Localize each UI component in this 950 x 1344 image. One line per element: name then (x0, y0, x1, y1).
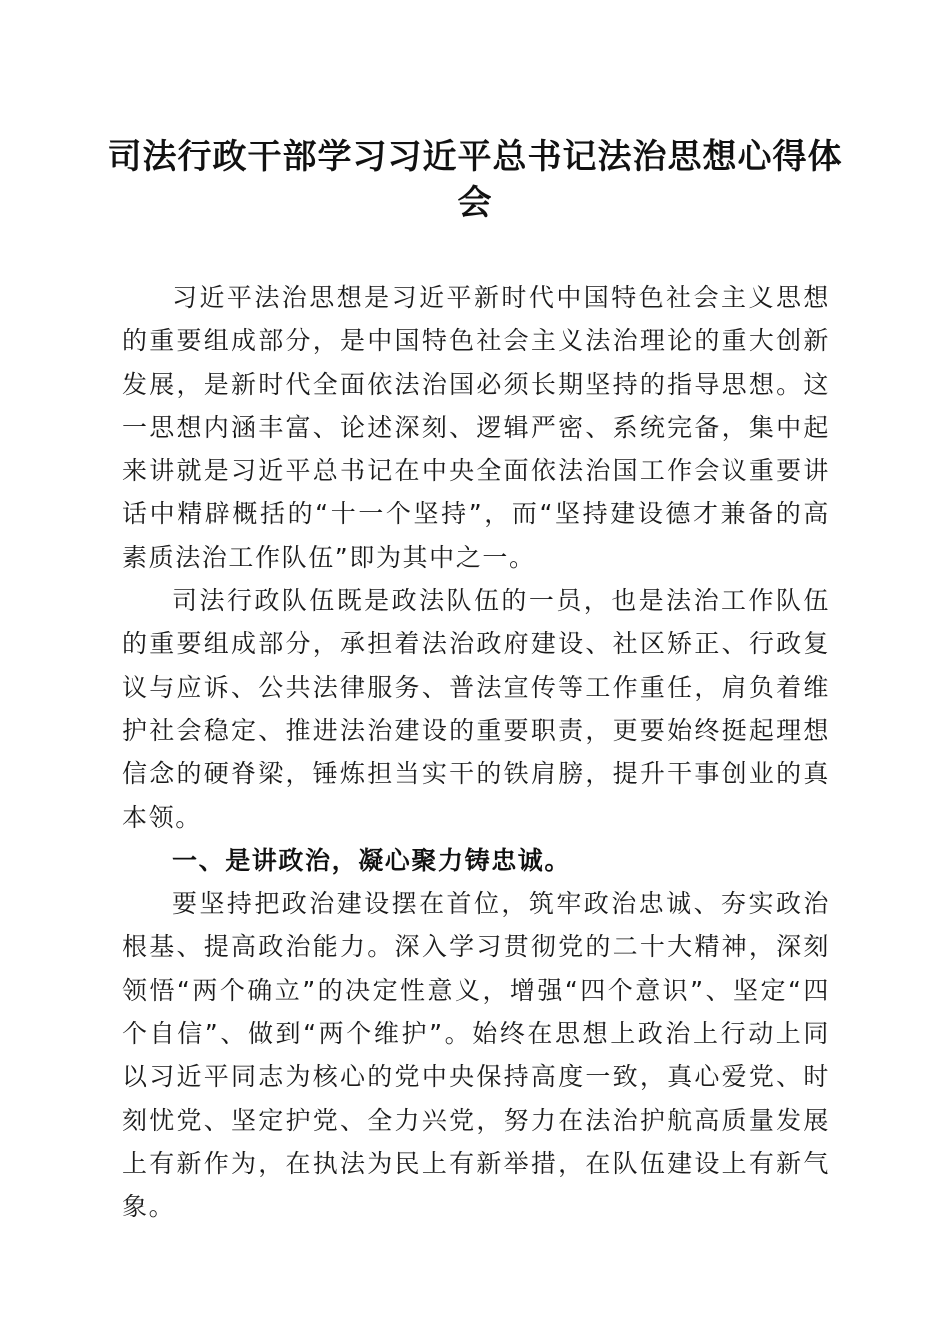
intro-paragraph: 习近平法治思想是习近平新时代中国特色社会主义思想的重要组成部分，是中国特色社会主义法治理论的重大创新发展，是新时代全面依法治国必须长期坚持的指导思想。这一思想内涵丰富、论述深刻、逻辑严密、系统完备，集中起来讲就是习近平总书记在中央全面依法治国工作会议重要讲话中精辟概括的“十一个坚持”，而“坚持建设德才兼备的高素质法治工作队伍”即为其中之一。 (122, 283, 830, 572)
section-heading: 一、是讲政治，凝心聚力铸忠诚。 (172, 845, 572, 875)
document-title: 司法行政干部学习习近平总书记法治思想心得体会 (107, 137, 843, 223)
section-paragraph: 要坚持把政治建设摆在首位，筑牢政治忠诚、夯实政治根基、提高政治能力。深入学习贯彻党的二十大精神，深刻领悟“两个确立”的决定性意义，增强“四个意识”、坚定“四个自信”、做到“两个维护”。始终在思想上政治上行动上同以习近平同志为核心的党中央保持高度一致，真心爱党、时刻忧党、坚定护党、全力兴党，努力在法治护航高质量发展上有新作为，在执法为民上有新举措，在队伍建设上有新气象。 (122, 889, 830, 1222)
context-paragraph: 司法行政队伍既是政法队伍的一员，也是法治工作队伍的重要组成部分，承担着法治政府建设、社区矫正、行政复议与应诉、公共法律服务、普法宣传等工作重任，肩负着维护社会稳定、推进法治建设的重要职责，更要始终挺起理想信念的硬脊梁，锤炼担当实干的铁肩膀，提升干事创业的真本领。 (122, 586, 830, 832)
document-body (122, 276, 830, 1229)
